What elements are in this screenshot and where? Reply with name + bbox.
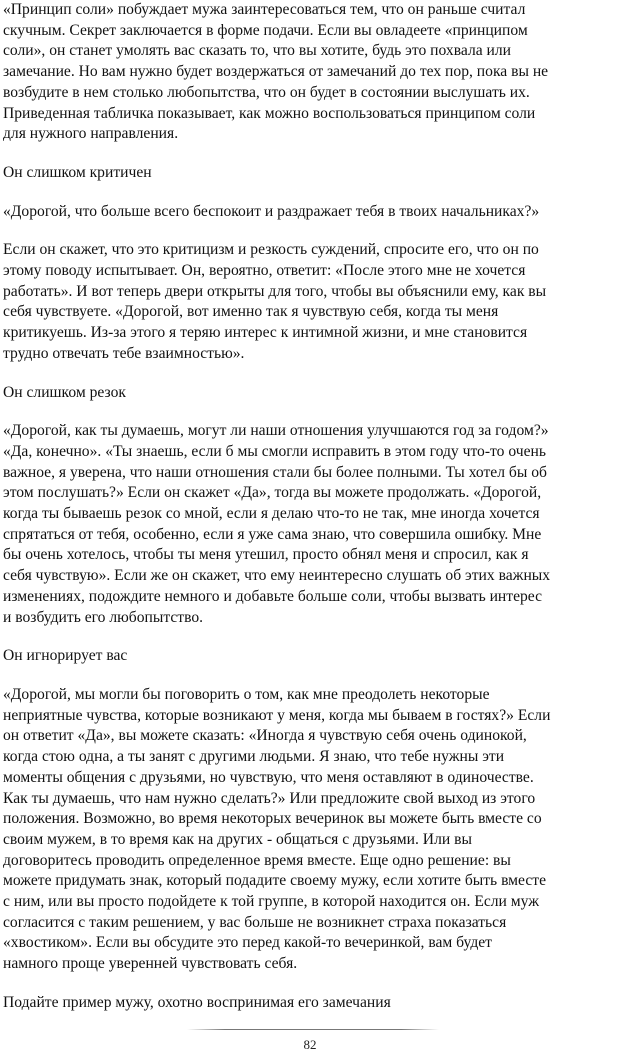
section-heading-critical: Он слишком критичен xyxy=(3,163,152,181)
question-paragraph-bosses: «Дорогой, что больше всего беспокоит и раздражает тебя в твоих начальниках?» xyxy=(3,202,540,220)
critical-body-paragraph: Если он скажет, что это критицизм и резкость суждений, спросите его, что он по этому поводу испытывает. Он, вероятно, ответит: «После этого мне не хочется работать». И вот теперь двери открыты для того, чтобы вы объяснили ему, как вы себя чувствуете. «Дорогой, вот именно так я чувствую себя, когда ты меня критикуешь. Из-за этого я теряю интерес к интимной жизни, и мне становится трудно отвечать тебе взаимностью». xyxy=(3,241,547,362)
intro-paragraph: «Принцип соли» побуждает мужа заинтересоваться тем, что он раньше считал скучным. Секрет заключается в форме подачи. Если вы овладеете «принципом соли», он станет умолять вас сказать то, что вы хотите, будь это похвала или замечание. Но вам нужно будет воздержаться от замечаний до тех пор, пока вы не возбудите в нем столько любопытства, что он будет в состоянии выслушать их. Приведенная табличка показывает, как можно воспользоваться принципом соли для нужного направления. xyxy=(3,1,549,143)
section-heading-example: Подайте пример мужу, охотно воспринимая его замечания xyxy=(3,993,391,1011)
ignores-body-paragraph: «Дорогой, мы могли бы поговорить о том, как мне преодолеть некоторые неприятные чувства, которые возникают у меня, когда мы бываем в гостях?» Если он ответит «Да», вы можете сказать: «Иногда я чувствую себя очень одинокой, когда стою одна, а ты занят с другими людьми. Я знаю, что тебе нужны эти моменты общения с друзьями, но чувствую, что меня оставляют в одиночестве. Как ты думаешь, что нам нужно сделать?» Или предложите свой выход из этого положения. Возможно, во время некоторых вечеринок вы можете быть вместе со своим мужем, в то время как на других - общаться с друзьями. Или вы договоритесь проводить определенное время вместе. Еще одно решение: вы можете придумать знак, который подадите своему мужу, если хотите быть вместе с ним, или вы просто подойдете к той группе, в которой находится он. Если муж согласится с таким решением, у вас больше не возникнет страха показаться «хвостиком». Если вы обсудите это перед какой-то вечеринкой, вам будет намного проще уверенней чувствовать себя. xyxy=(3,685,551,973)
section-heading-ignores: Он игнорирует вас xyxy=(3,647,128,665)
page-number: 82 xyxy=(303,1037,317,1052)
footer-divider xyxy=(187,1029,439,1030)
section-heading-harsh: Он слишком резок xyxy=(3,383,126,401)
harsh-body-paragraph: «Дорогой, как ты думаешь, могут ли наши отношения улучшаются год за годом?» «Да, конечно». «Ты знаешь, если б мы смогли исправить в этом году что-то очень важное, я уверена, что наши отношения стали бы более полными. Ты хотел бы об этом послушать?» Если он скажет «Да», тогда вы можете продолжать. «Дорогой, когда ты бываешь резок со мной, если я делаю что-то не так, мне иногда хочется спрятаться от тебя, особенно, если я уже сама знаю, что совершила ошибку. Мне бы очень хотелось, чтобы ты меня утешил, просто обнял меня и спросил, как я себя чувствую». Если же он скажет, что ему неинтересно слушать об этих важных изменениях, подождите немного и добавьте больше соли, чтобы вызвать интерес и возбудить его любопытство. xyxy=(3,422,551,626)
